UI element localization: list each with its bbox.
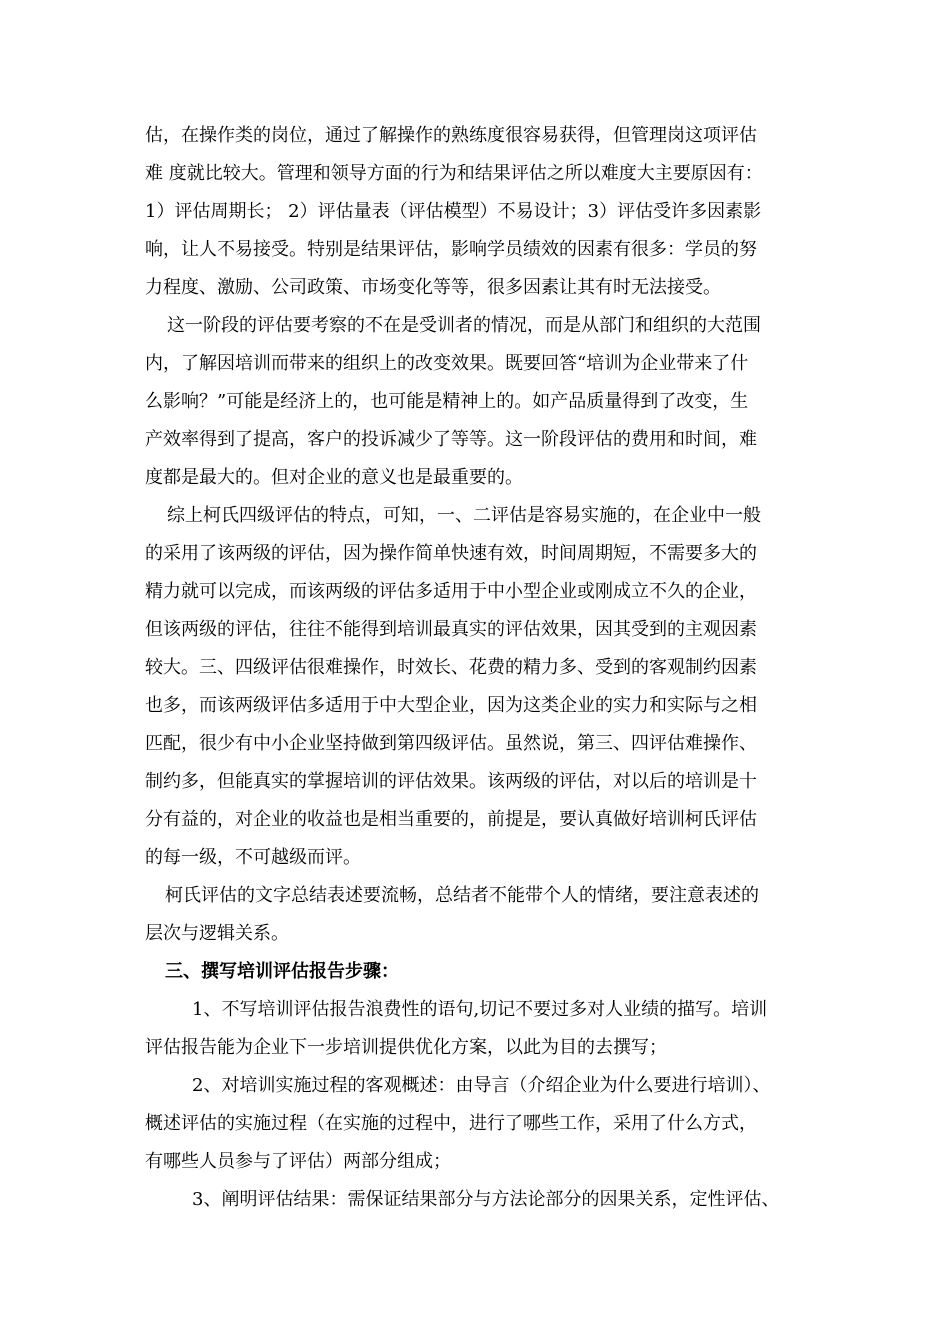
text-line-26: 2、对培训实施过程的客观概述：由导言（介绍企业为什么要进行培训）、 — [192, 1075, 771, 1096]
text-line-24: 1、不写培训评估报告浪费性的语句,切记不要过多对人业绩的描写。培训 — [192, 999, 768, 1020]
text-line-14: 但该两级的评估，往往不能得到培训最真实的评估效果，因其受到的主观因素 — [145, 619, 757, 640]
text-line-17: 匹配，很少有中小企业坚持做到第四级评估。虽然说，第三、四评估难操作、 — [145, 733, 757, 754]
text-line-3: 1）评估周期长； 2）评估量表（评估模型）不易设计；3）评估受许多因素影 — [145, 201, 762, 222]
text-line-18: 制约多，但能真实的掌握培训的评估效果。该两级的评估，对以后的培训是十 — [145, 771, 757, 792]
text-line-8: 么影响？”可能是经济上的，也可能是精神上的。如产品质量得到了改变，生 — [145, 391, 749, 412]
text-line-1: 估，在操作类的岗位，通过了解操作的熟练度很容易获得，但管理岗这项评估 — [145, 125, 757, 146]
text-line-15: 较大。三、四级评估很难操作，时效长、花费的精力多、受到的客观制约因素 — [145, 657, 757, 678]
text-line-25: 评估报告能为企业下一步培训提供优化方案，以此为目的去撰写； — [145, 1037, 667, 1058]
text-line-27: 概述评估的实施过程（在实施的过程中，进行了哪些工作，采用了什么方式， — [145, 1113, 757, 1134]
text-line-29: 3、阐明评估结果：需保证结果部分与方法论部分的因果关系，定性评估、 — [192, 1189, 780, 1210]
text-line-12: 的采用了该两级的评估，因为操作简单快速有效，时间周期短，不需要多大的 — [145, 543, 757, 564]
text-line-11: 综上柯氏四级评估的特点，可知，一、二评估是容易实施的，在企业中一般 — [167, 505, 761, 526]
text-line-7: 内，了解因培训而带来的组织上的改变效果。既要回答“培训为企业带来了什 — [145, 353, 749, 374]
text-line-5: 力程度、激励、公司政策、市场变化等等，很多因素让其有时无法接受。 — [145, 277, 721, 298]
text-line-22: 层次与逻辑关系。 — [145, 923, 289, 944]
text-line-20: 的每一级，不可越级而评。 — [145, 847, 361, 868]
text-line-10: 度都是最大的。但对企业的意义也是最重要的。 — [145, 467, 523, 488]
section-heading: 三、撰写培训评估报告步骤： — [165, 961, 399, 982]
text-line-2: 难 度就比较大。管理和领导方面的行为和结果评估之所以难度大主要原因有： — [145, 163, 763, 184]
text-line-28: 有哪些人员参与了评估）两部分组成； — [145, 1151, 451, 1172]
text-line-6: 这一阶段的评估要考察的不在是受训者的情况，而是从部门和组织的大范围 — [167, 315, 761, 336]
text-line-21: 柯氏评估的文字总结表述要流畅，总结者不能带个人的情绪，要注意表述的 — [165, 885, 759, 906]
text-line-16: 也多，而该两级评估多适用于中大型企业，因为这类企业的实力和实际与之相 — [145, 695, 757, 716]
text-line-19: 分有益的，对企业的收益也是相当重要的，前提是，要认真做好培训柯氏评估 — [145, 809, 757, 830]
text-line-4: 响，让人不易接受。特别是结果评估，影响学员绩效的因素有很多：学员的努 — [145, 239, 757, 260]
text-line-13: 精力就可以完成，而该两级的评估多适用于中小型企业或刚成立不久的企业， — [145, 581, 757, 602]
text-line-9: 产效率得到了提高，客户的投诉减少了等等。这一阶段评估的费用和时间，难 — [145, 429, 757, 450]
